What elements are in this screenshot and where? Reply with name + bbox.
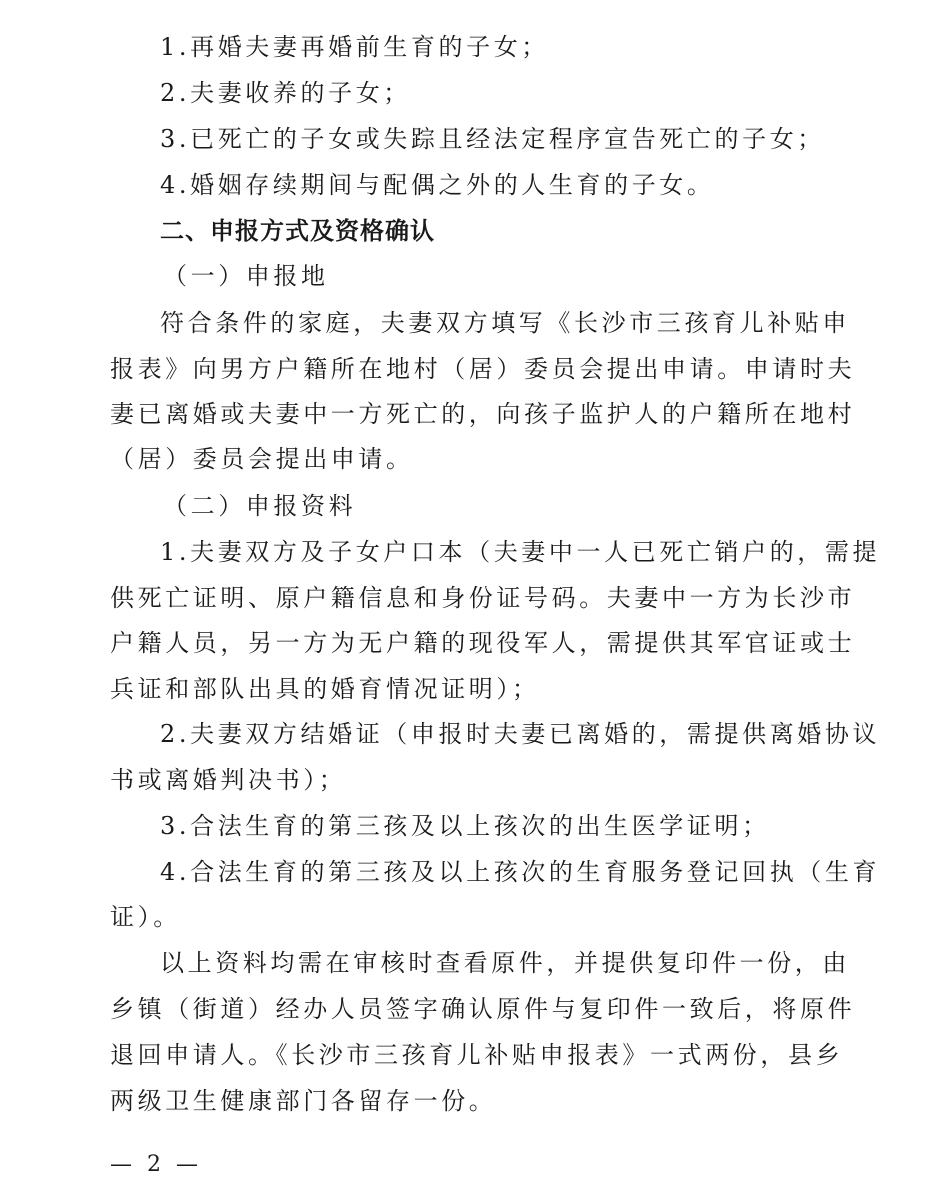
subsection-heading: （一）申报地: [163, 262, 329, 290]
page-number: — 2 —: [110, 1152, 202, 1177]
list-item: 3.已死亡的子女或失踪且经法定程序宣告死亡的子女；: [160, 125, 825, 153]
paragraph-line: 妻已离婚或夫妻中一方死亡的，向孩子监护人的户籍所在地村: [110, 400, 856, 428]
paragraph-line: （居）委员会提出申请。: [110, 445, 414, 473]
list-item: 2.夫妻收养的子女；: [160, 79, 411, 107]
paragraph-line: 书或离婚判决书）；: [110, 766, 347, 794]
paragraph-line: 2.夫妻双方结婚证（申报时夫妻已离婚的，需提供离婚协议: [160, 720, 881, 748]
section-heading: 二、申报方式及资格确认: [160, 217, 435, 245]
paragraph-line: 退回申请人。《长沙市三孩育儿补贴申报表》一式两份，县乡: [110, 1041, 844, 1069]
paragraph-line: 3.合法生育的第三孩及以上孩次的出生医学证明；: [160, 812, 770, 840]
list-item: 4.婚姻存续期间与配偶之外的人生育的子女。: [160, 171, 715, 199]
paragraph-line: 兵证和部队出具的婚育情况证明）；: [110, 675, 540, 703]
paragraph-line: 报表》向男方户籍所在地村（居）委员会提出申请。申请时夫: [110, 355, 856, 383]
paragraph-line: 两级卫生健康部门各留存一份。: [110, 1087, 497, 1115]
paragraph-line: 证）。: [110, 903, 181, 931]
paragraph-line: 1.夫妻双方及子女户口本（夫妻中一人已死亡销户的，需提: [160, 538, 881, 566]
list-item: 1.再婚夫妻再婚前生育的子女；: [160, 33, 549, 61]
paragraph-line: 户籍人员，另一方为无户籍的现役军人，需提供其军官证或士: [110, 629, 856, 657]
paragraph-line: 供死亡证明、原户籍信息和身份证号码。夫妻中一方为长沙市: [110, 584, 856, 612]
paragraph-line: 4.合法生育的第三孩及以上孩次的生育服务登记回执（生育: [160, 858, 881, 886]
paragraph-line: 以上资料均需在审核时查看原件，并提供复印件一份，由: [160, 949, 850, 977]
paragraph-line: 符合条件的家庭，夫妻双方填写《长沙市三孩育儿补贴申: [160, 309, 850, 337]
subsection-heading: （二）申报资料: [163, 492, 357, 520]
paragraph-line: 乡镇（街道）经办人员签字确认原件与复印件一致后，将原件: [110, 995, 856, 1023]
